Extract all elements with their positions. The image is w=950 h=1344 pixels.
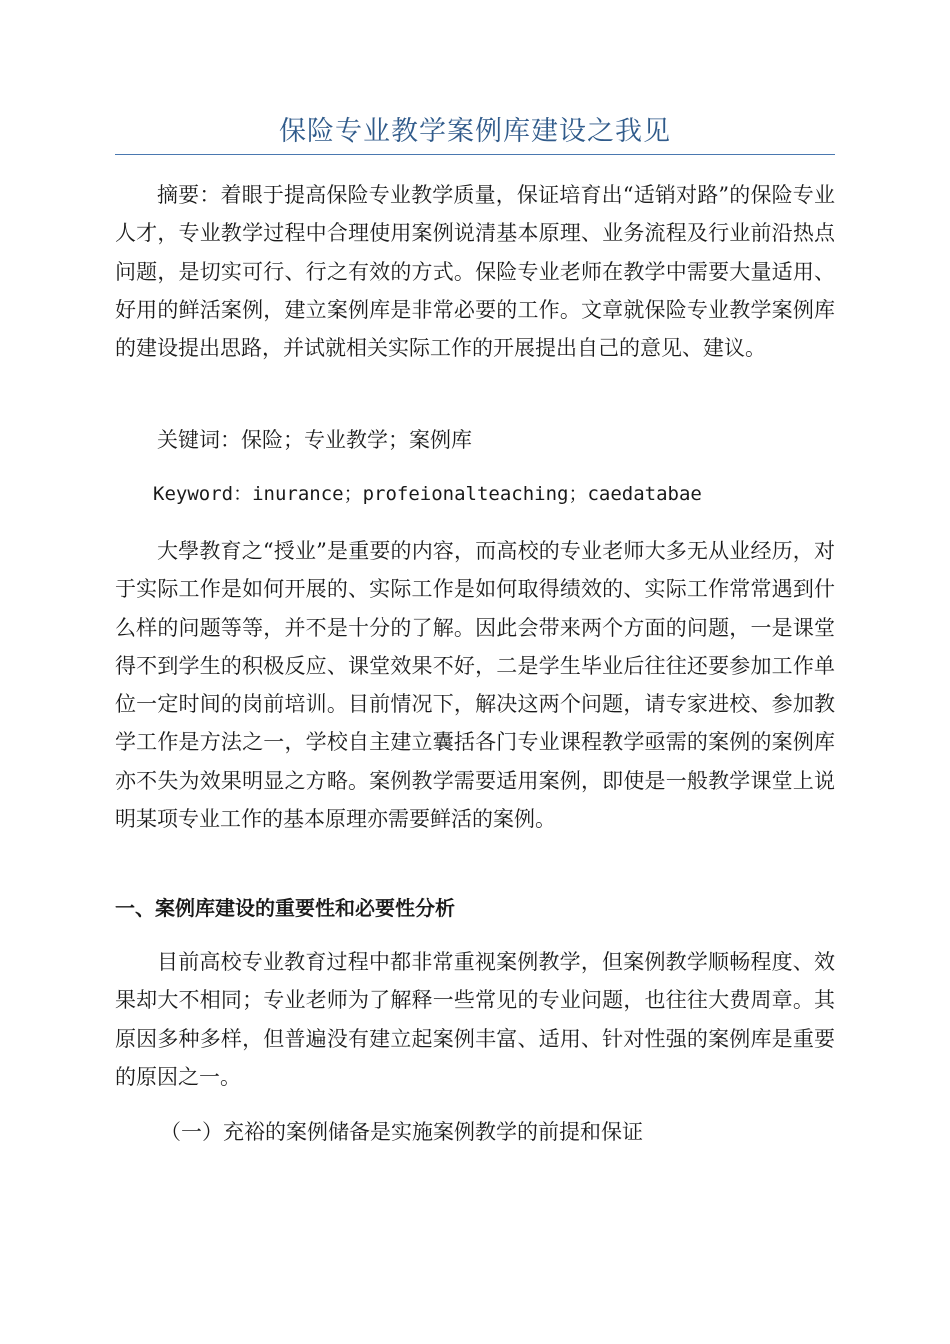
section-heading-1: 一、案例库建设的重要性和必要性分析 (115, 896, 455, 920)
subsection-heading-1: （一）充裕的案例储备是实施案例教学的前提和保证 (160, 1120, 643, 1144)
document-title: 保险专业教学案例库建设之我见 (279, 116, 671, 147)
keywords-english-line: Keyword：inurance；profeionalteaching；caedatabae (153, 483, 702, 505)
title-underline (115, 154, 835, 155)
keywords-line: 关键词：保险；专业教学；案例库 (157, 428, 472, 452)
section-1-paragraph: 目前高校专业教育过程中都非常重视案例教学，但案例教学顺畅程度、效果却大不相同；专业老师为了解释一些常见的专业问题，也往往大费周章。其原因多种多样，但普遍没有建立起案例丰富、适用、针对性强的案例库是重要的原因之一。 (115, 950, 835, 1089)
introduction-paragraph: 大學教育之“授业”是重要的内容，而高校的专业老师大多无从业经历，对于实际工作是如何开展的、实际工作是如何取得绩效的、实际工作常常遇到什么样的问题等等，并不是十分的了解。因此会带来两个方面的问题，一是课堂得不到学生的积极反应、课堂效果不好，二是学生毕业后往往还要参加工作单位一定时间的岗前培训。目前情况下，解决这两个问题，请专家进校、参加教学工作是方法之一，学校自主建立囊括各门专业课程教学亟需的案例的案例库亦不失为效果明显之方略。案例教学需要适用案例，即使是一般教学课堂上说明某项专业工作的基本原理亦需要鲜活的案例。 (115, 539, 835, 832)
abstract-paragraph: 摘要：着眼于提高保险专业教学质量，保证培育出“适销对路”的保险专业人才，专业教学过程中合理使用案例说清基本原理、业务流程及行业前沿热点问题，是切实可行、行之有效的方式。保险专业老师在教学中需要大量适用、好用的鲜活案例，建立案例库是非常必要的工作。文章就保险专业教学案例库的建设提出思路，并试就相关实际工作的开展提出自己的意见、建议。 (115, 183, 835, 361)
